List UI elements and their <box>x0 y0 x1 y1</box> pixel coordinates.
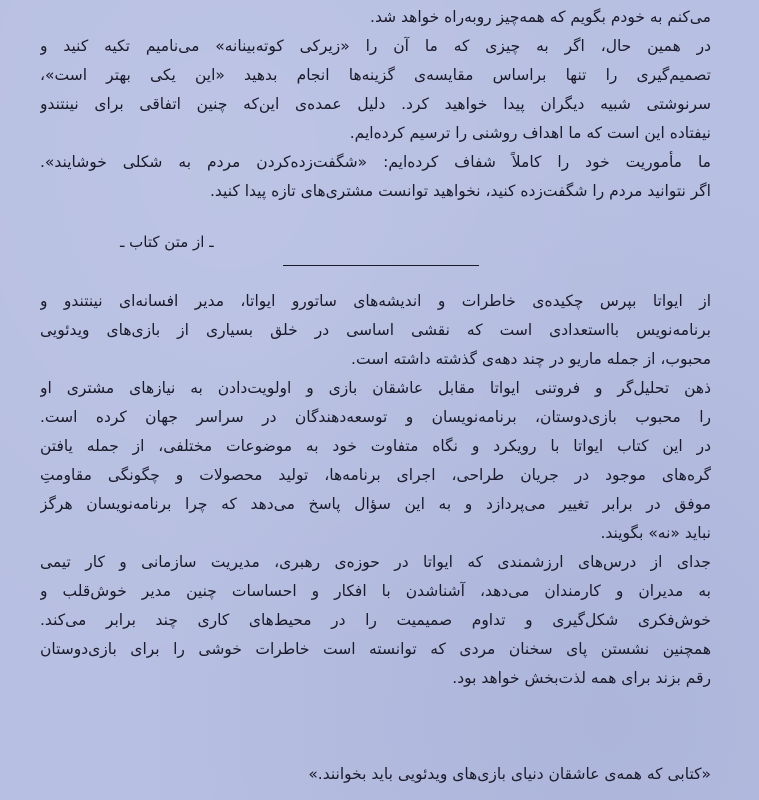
description-line: به مدیران و کارمندان می‌دهد، آشناشدن با افکار و احساسات چنین مدیر خوش‌قلب و <box>40 582 711 600</box>
description-line: رقم بزند برای همه لذت‌بخش خواهد بود. <box>452 669 711 687</box>
book-description <box>40 287 711 693</box>
description-line: موفق در برابر تغییر می‌پردازد و به این سؤال پاسخ می‌دهد که چرا برنامه‌نویسان هرگز <box>40 495 711 513</box>
excerpt-attribution: ـ از متن کتاب ـ <box>120 233 214 251</box>
description-line: محبوب، از جمله ماریو در چند دهه‌ی گذشته داشته است. <box>351 350 711 368</box>
description-line: در این کتاب ایواتا با رویکرد و نگاه متفاوت خود به موضوعات مختلفی، از جمله یافتن <box>40 437 711 455</box>
review-quote <box>40 760 711 789</box>
excerpt-line: ما مأموریت خود را کاملاً شفاف کرده‌ایم: «شگفت‌زده‌کردن مردم به شکلی خوشایند». <box>40 153 711 171</box>
description-line: نباید «نه» بگویند. <box>600 524 711 542</box>
description-line: جدای از درس‌های ارزشمندی که ایواتا در حوزه‌ی رهبری، مدیریت سازمانی و کار تیمی <box>40 553 711 571</box>
description-line: برنامه‌نویس بااستعدادی است که نقشی اساسی در خلق بسیاری از بازی‌های ویدئویی <box>40 321 711 339</box>
excerpt-line: در همین حال، اگر به چیزی که ما آن را «زیرکی کوته‌بینانه» می‌نامیم تکیه کنید و <box>40 37 711 55</box>
description-line: را محبوب بازی‌دوستان، برنامه‌نویسان و توسعه‌دهندگان در سراسر جهان کرده است. <box>40 408 711 426</box>
excerpt-line: می‌کنم به خودم بگویم که همه‌چیز روبه‌راه خواهد شد. <box>370 8 711 26</box>
description-line: ذهن تحلیل‌گر و فروتنی ایواتا مقابل عاشقان بازی و اولویت‌دادن به نیازهای مشتری او <box>40 379 711 397</box>
description-line: گره‌های موجود در جریان طراحی، اجرای برنامه‌ها، تولید محصولات و چگونگی مقاومتِ <box>40 466 711 484</box>
excerpt-line: اگر نتوانید مردم را شگفت‌زده کنید، نخواهید توانست مشتری‌های تازه پیدا کنید. <box>209 182 711 200</box>
description-line: خوش‌فکری شکل‌گیری و تداوم صمیمیت را در محیط‌های کاری چند برابر می‌کند. <box>40 611 711 629</box>
section-divider <box>283 265 479 266</box>
book-excerpt <box>40 3 711 206</box>
review-quote-text: «کتابی که همه‌ی عاشقان دنیای بازی‌های ویدئویی باید بخوانند.» <box>308 765 711 783</box>
description-line: همچنین نشستن پای سخنان مردی که توانسته است خاطرات خوشی را برای بازی‌دوستان <box>40 640 711 658</box>
description-line: از ایواتا بپرس چکیده‌ی خاطرات و اندیشه‌های ساتورو ایواتا، مدیر افسانه‌ای نینتندو و <box>40 292 711 310</box>
excerpt-line: سرنوشتی شبیه دیگران پیدا خواهید کرد. دلیل عمده‌ی این‌که چنین اتفاقی برای نینتندو <box>40 95 711 113</box>
excerpt-line: نیفتاده این است که ما اهداف روشنی را ترسیم کرده‌ایم. <box>349 124 711 142</box>
excerpt-line: تصمیم‌گیری را تنها براساس مقایسه‌ی گزینه‌ها انجام بدهید «این یکی بهتر است»، <box>40 66 711 84</box>
